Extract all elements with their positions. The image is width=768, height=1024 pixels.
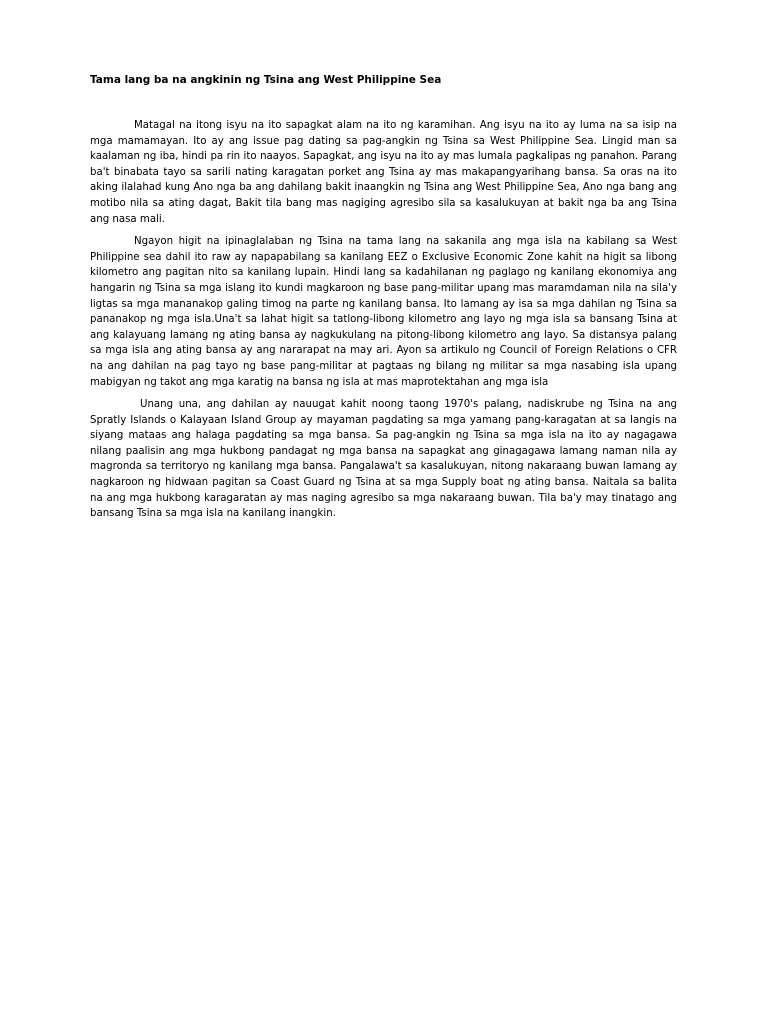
paragraph-2: Ngayon higit na ipinaglalaban ng Tsina na tama lang na sakanila ang mga isla na kabilang sa West Philippine sea dahil ito raw ay napapabilang sa kanilang EEZ o Exclusive Economic Zone kahit na higit sa libong kilometro ang pagitan nito sa kanilang lupain. Hindi lang sa kadahilanan ng paglago ng kanilang ekonomiya ang hangarin ng Tsina sa mga islang ito kundi magkaroon ng base pang-militar upang mas maramdaman nila na sila'y ligtas sa mga mananakop galing timog na parte ng kanilang bansa. Ito lamang ay isa sa mga dahilan ng Tsina sa pananakop ng mga isla.Una't sa lahat higit sa tatlong-libong kilometro ang layo ng mga isla sa bansang Tsina at ang kalayuang lamang ng ating bansa ay nagkukulang na pitong-libong kilometro ang layo. Sa distansya palang sa mga isla ang ating bansa ay ang nararapat na may ari. Ayon sa artikulo ng Council of Foreign Relations o CFR na ang dahilan na pag tayo ng base pang-militar at pagtaas ng bilang ng militar sa mga nasabing isla upang mabigyan ng takot ang mga karatig na bansa ng isla at mas maprotektahan ang mga isla [90,236,677,388]
paragraph-3: Unang una, ang dahilan ay nauugat kahit noong taong 1970's palang, nadiskrube ng Tsina na ang Spratly Islands o Kalayaan Island Group ay mayaman pagdating sa mga yamang pang-karagatan at sa langis na siyang mataas ang halaga pagdating sa mga bansa. Sa pag-angkin ng Tsina sa mga isla na ito ay nagagawa nilang paalisin ang mga hukbong pandagat ng mga bansa na sapagkat ang ginagagawa lamang naman nila ay magronda sa territoryo ng kanilang mga bansa. Pangalawa't sa kasalukuyan, nitong nakaraang buwan lamang ay nagkaroon ng hidwaan pagitan sa Coast Guard ng Tsina at sa mga Supply boat ng ating bansa. Naitala sa balita na ang mga hukbong karagaratan ay mas naging agresibo sa mga nakaraang buwan. Tila ba'y may tinatago ang bansang Tsina sa mga isla na kanilang inangkin. [90,399,677,520]
document-body [90,118,677,529]
paragraph-1: Matagal na itong isyu na ito sapagkat alam na ito ng karamihan. Ang isyu na ito ay luma na sa isip na mga mamamayan. Ito ay ang issue pag dating sa pag-angkin ng Tsina sa West Philippine Sea. Lingid man sa kaalaman ng iba, hindi pa rin ito naayos. Sapagkat, ang isyu na ito ay mas lumala pagkalipas ng panahon. Parang ba't binabata tayo sa sarili nating karagatan porket ang Tsina ay mas makapangyarihang bansa. Sa oras na ito aking ilalahad kung Ano nga ba ang dahilang bakit inaangkin ng Tsina ang West Philippine Sea, Ano nga bang ang motibo nila sa ating dagat, Bakit tila bang mas nagiging agresibo sila sa kasalukuyan at bakit nga ba ang Tsina ang nasa mali. [90,120,677,225]
document-title: Tama lang ba na angkinin ng Tsina ang West Philippine Sea [90,74,442,86]
